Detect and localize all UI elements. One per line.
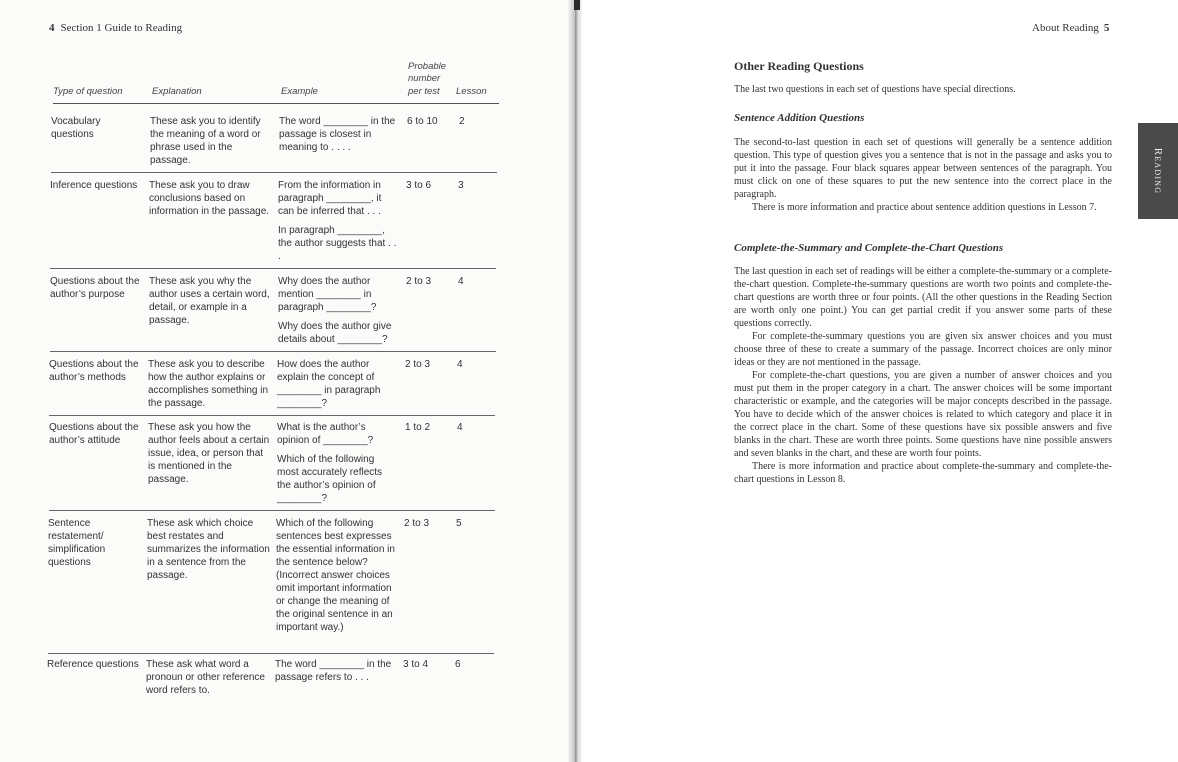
probable-number: 2 to 3 [405, 359, 431, 370]
intro-text: The last two questions in each set of questions have special directions. [734, 84, 1016, 95]
question-explanation: These ask you to describe how the author explains or accomplishes something in the passage. [148, 359, 269, 409]
question-explanation: These ask which choice best restates and summarizes the information in a sentence from the passage. [147, 518, 270, 581]
column-header-explanation: Explanation [152, 85, 202, 97]
column-header-number: Probable number per test [408, 60, 447, 97]
question-example [278, 179, 399, 263]
probable-number: 6 to 10 [407, 116, 438, 127]
question-example: The word ________ in the passage refers to . . . [275, 659, 392, 683]
right-page-number: 5 [1103, 22, 1110, 34]
row-divider [50, 351, 496, 352]
example-text: In paragraph ________, the author suggests that . . . [278, 225, 397, 262]
column-header-example: Example [281, 85, 318, 97]
section-heading-complete-summary-chart: Complete-the-Summary and Complete-the-Chart Questions [734, 242, 1004, 254]
question-example: The word ________ in the passage is closest in meaning to . . . . [279, 116, 396, 153]
left-page-header [49, 22, 182, 34]
table-top-rule [53, 103, 499, 104]
section-tab [1138, 123, 1178, 219]
example-text: Which of the following most accurately reflects the author’s opinion of ________? [277, 454, 383, 504]
example-text: What is the author’s opinion of ________? [277, 422, 374, 446]
left-page [0, 0, 578, 762]
paragraph: The second-to-last question in each set of questions will generally be a sentence addition question. This type of question gives you a sentence that is not in the passage and asks you to put it into the passage. Four black squares appear between sentences of the paragraph. You must click on one of these squares to put the new sentence into the correct place in the paragraph. [734, 137, 1112, 200]
lesson-number: 3 [458, 180, 464, 191]
paragraph: There is more information and practice about sentence addition questions in Lesson 7. [752, 202, 1097, 213]
table-header [53, 58, 499, 98]
probable-number: 2 to 3 [406, 276, 432, 287]
question-type: Questions about the author’s methods [49, 359, 139, 383]
question-explanation: These ask you how the author feels about a certain issue, idea, or person that is mentioned in the passage. [148, 422, 270, 485]
question-type: Vocabulary questions [51, 116, 101, 140]
left-page-running-title: Section 1 Guide to Reading [60, 22, 183, 34]
lesson-number: 2 [459, 116, 465, 127]
row-divider [48, 653, 494, 654]
question-example [278, 275, 399, 346]
lesson-number: 4 [457, 422, 463, 433]
page-heading: Other Reading Questions [734, 59, 864, 73]
lesson-number: 4 [458, 276, 464, 287]
probable-number: 3 to 6 [406, 180, 432, 191]
question-explanation: These ask what word a pronoun or other reference word refers to. [146, 659, 265, 696]
question-example [277, 421, 398, 505]
row-divider [50, 268, 496, 269]
row-divider [49, 415, 495, 416]
question-explanation: These ask you to draw conclusions based on information in the passage. [149, 180, 270, 217]
lesson-number: 4 [457, 359, 463, 370]
question-type: Inference questions [50, 180, 138, 191]
lesson-number: 6 [455, 659, 461, 670]
lesson-number: 5 [456, 518, 462, 529]
question-explanation: These ask you to identify the meaning of a word or phrase used in the passage. [150, 116, 261, 166]
question-type: Reference questions [47, 659, 139, 670]
question-explanation: These ask you why the author uses a certain word, detail, or example in a passage. [149, 276, 270, 326]
question-type: Sentence restatement/ simplification questions [48, 518, 106, 568]
section-heading-sentence-addition: Sentence Addition Questions [734, 112, 865, 124]
question-type: Questions about the author’s purpose [50, 276, 140, 300]
probable-number: 2 to 3 [404, 518, 430, 529]
question-example: How does the author explain the concept of ________ in paragraph ________? [277, 359, 381, 409]
paragraph: There is more information and practice about complete-the-summary and complete-the-chart questions in Lesson 8. [734, 461, 1112, 485]
gutter-mark [574, 0, 580, 10]
column-header-type: Type of question [53, 85, 123, 97]
row-divider [49, 510, 495, 511]
example-text: From the information in paragraph ________, it can be inferred that . . . [278, 180, 382, 217]
section-body-complete-summary-chart [734, 265, 1112, 486]
left-page-number: 4 [49, 22, 55, 34]
section-tab-label: Reading [1152, 147, 1164, 195]
example-text: Why does the author give details about ________? [278, 321, 392, 345]
paragraph: For complete-the-summary questions you are given six answer choices and you must choose three of these to create a summary of the passage. Incorrect choices are only minor ideas or they are not mentioned in the passage. [734, 331, 1112, 368]
paragraph: For complete-the-chart questions, you are given a number of answer choices and you must put them in the proper category in a chart. The answer choices will be some important characteristic or example, and the categories will be major concepts described in the passage. You have to decide which of the answer choices is related to which category and place it in the correct place in the chart. Some of these questions have six possible answers and five blanks in the chart. These are worth three points. Some questions have nine possible answers and seven blanks in the chart, and these are worth four points. [734, 370, 1112, 459]
right-page-header [1032, 22, 1109, 34]
book-gutter [568, 0, 582, 762]
column-header-lesson: Lesson [456, 85, 487, 97]
row-divider [51, 172, 497, 173]
example-text: Why does the author mention ________ in paragraph ________? [278, 276, 377, 313]
probable-number: 1 to 2 [405, 422, 431, 433]
paragraph: The last question in each set of readings will be either a complete-the-summary or a complete-the-chart question. Complete-the-summary questions are worth two points and complete-the-chart questions are worth three or four points. (All the other questions in the Reading Section are worth only one point.) You can get partial credit if you answer some parts of these questions correctly. [734, 266, 1112, 329]
section-body-sentence-addition [734, 136, 1112, 214]
question-type: Questions about the author’s attitude [49, 422, 139, 446]
probable-number: 3 to 4 [403, 659, 429, 670]
question-example: Which of the following sentences best expresses the essential information in the sentence below? (Incorrect answer choices omit important information or change the meaning of the original sentence in an important way.) [276, 518, 395, 633]
right-page-running-title: About Reading [1032, 22, 1099, 34]
